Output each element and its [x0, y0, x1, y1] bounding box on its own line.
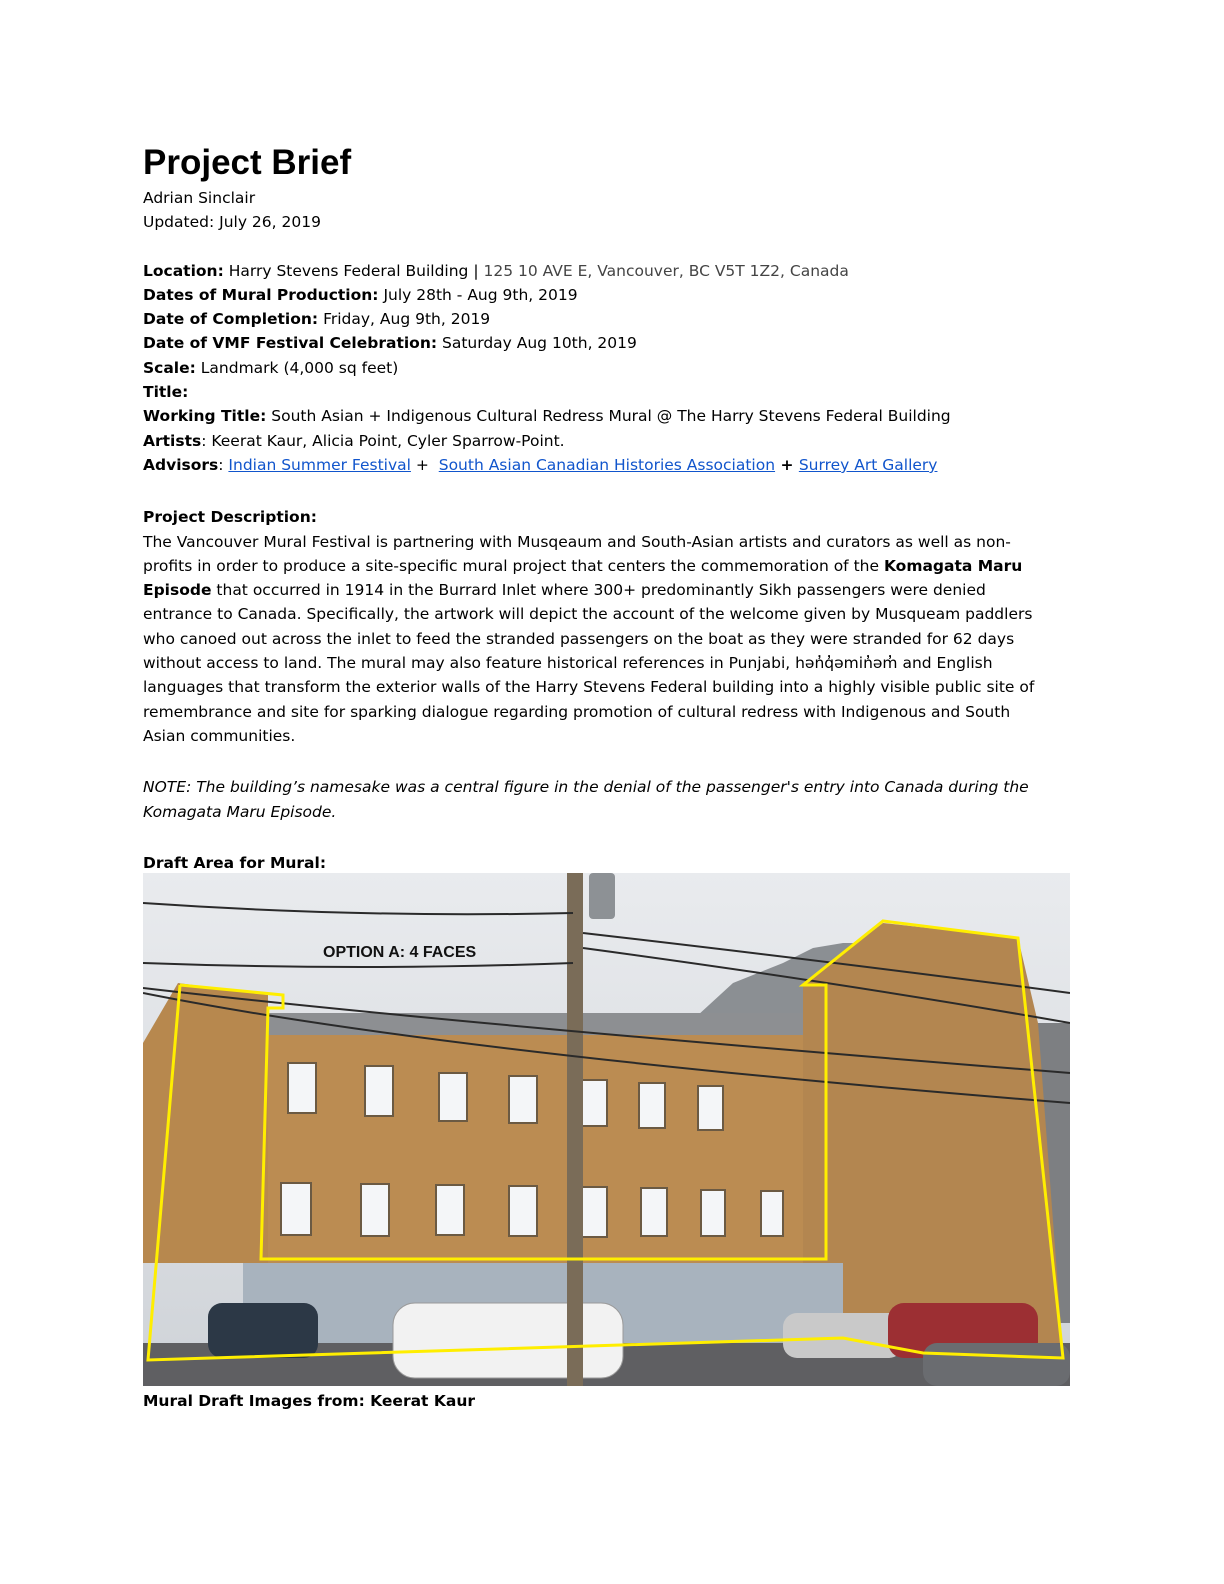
description-line: Episode that occurred in 1914 in the Burrard Inlet where 300+ predominantly Sikh passengers were denied [143, 581, 986, 600]
title-row [143, 380, 1073, 404]
document-body [143, 140, 1073, 875]
completion-row [143, 307, 1073, 331]
artists-label: Artists [143, 431, 202, 450]
description-line: who canoed out across the inlet to feed the stranded passengers on the boat as they were stranded for 62 days [143, 629, 1015, 648]
note-text: : The building’s namesake was a central figure in the denial of the passenger's entry into Canada during the [186, 778, 1029, 797]
artists-row [143, 429, 1073, 453]
festival-label: Date of VMF Festival Celebration: [143, 334, 438, 353]
advisor-link-sachas[interactable]: South Asian Canadian Histories Association [438, 455, 776, 474]
photo-caption: Mural Draft Images from: Keerat Kaur [143, 1392, 476, 1410]
option-a-label: OPTION A: 4 FACES [323, 944, 477, 961]
description-line: remembrance and site for sparking dialogue regarding promotion of cultural redress with Indigenous and South [143, 702, 1011, 721]
komagata-maru-bold: Komagata Maru [883, 556, 1023, 575]
advisor-link-indian-summer[interactable]: Indian Summer Festival [228, 455, 411, 474]
advisors-row [143, 453, 1073, 477]
description-line: Asian communities. [143, 726, 296, 745]
scale-label: Scale: [143, 358, 196, 377]
advisors-label: Advisors [143, 455, 219, 474]
note-text-line2: Komagata Maru Episode. [143, 802, 337, 821]
location-row [143, 259, 1073, 283]
production-label: Dates of Mural Production: [143, 285, 379, 304]
festival-value: Saturday Aug 10th, 2019 [441, 334, 637, 353]
description-line: entrance to Canada. Specifically, the artwork will depict the account of the welcome given by Musqueam paddlers [143, 605, 1033, 624]
scale-row [143, 356, 1073, 380]
location-label: Location: [143, 261, 224, 280]
note-paragraph [143, 775, 1073, 824]
draft-heading: Draft Area for Mural: [143, 853, 327, 872]
working-title-label: Working Title: [143, 407, 267, 426]
working-title-value: South Asian + Indigenous Cultural Redress Mural @ The Harry Stevens Federal Building [271, 407, 951, 426]
production-row [143, 283, 1073, 307]
description-line: languages that transform the exterior walls of the Harry Stevens Federal building into a highly visible public site of [143, 678, 1035, 697]
completion-value: Friday, Aug 9th, 2019 [323, 310, 491, 329]
title-label: Title: [143, 383, 189, 402]
completion-label: Date of Completion: [143, 310, 319, 329]
description-heading: Project Description: [143, 508, 317, 527]
mural-site-photo [143, 873, 1070, 1386]
working-title-row [143, 404, 1073, 428]
advisor-plus-2: + [775, 455, 799, 474]
advisor-plus-1: + [410, 455, 439, 474]
description-line: without access to land. The mural may also feature historical references in Punjabi, hən̓q̓əmin̓əm̓ and English [143, 654, 993, 673]
location-value: Harry Stevens Federal Building | [228, 261, 484, 280]
scale-value: Landmark (4,000 sq feet) [200, 358, 399, 377]
description-line: profits in order to produce a site-specific mural project that centers the commemoration of the Komagata Maru [143, 556, 1023, 575]
advisor-link-surrey-art-gallery[interactable]: Surrey Art Gallery [798, 455, 938, 474]
production-value: July 28th - Aug 9th, 2019 [383, 285, 578, 304]
description-paragraph [143, 530, 1073, 749]
advisors-sep: : [218, 455, 229, 474]
location-address: 125 10 AVE E, Vancouver, BC V5T 1Z2, Canada [483, 261, 849, 280]
note-label: NOTE [143, 778, 187, 797]
description-line: The Vancouver Mural Festival is partnering with Musqeaum and South-Asian artists and curators as well as non- [143, 532, 1011, 551]
page-title: Project Brief [143, 143, 352, 182]
festival-row [143, 331, 1073, 355]
author-name: Adrian Sinclair [143, 189, 256, 207]
artists-value: : Keerat Kaur, Alicia Point, Cyler Sparrow-Point. [201, 431, 565, 450]
updated-date: Updated: July 26, 2019 [143, 213, 321, 232]
